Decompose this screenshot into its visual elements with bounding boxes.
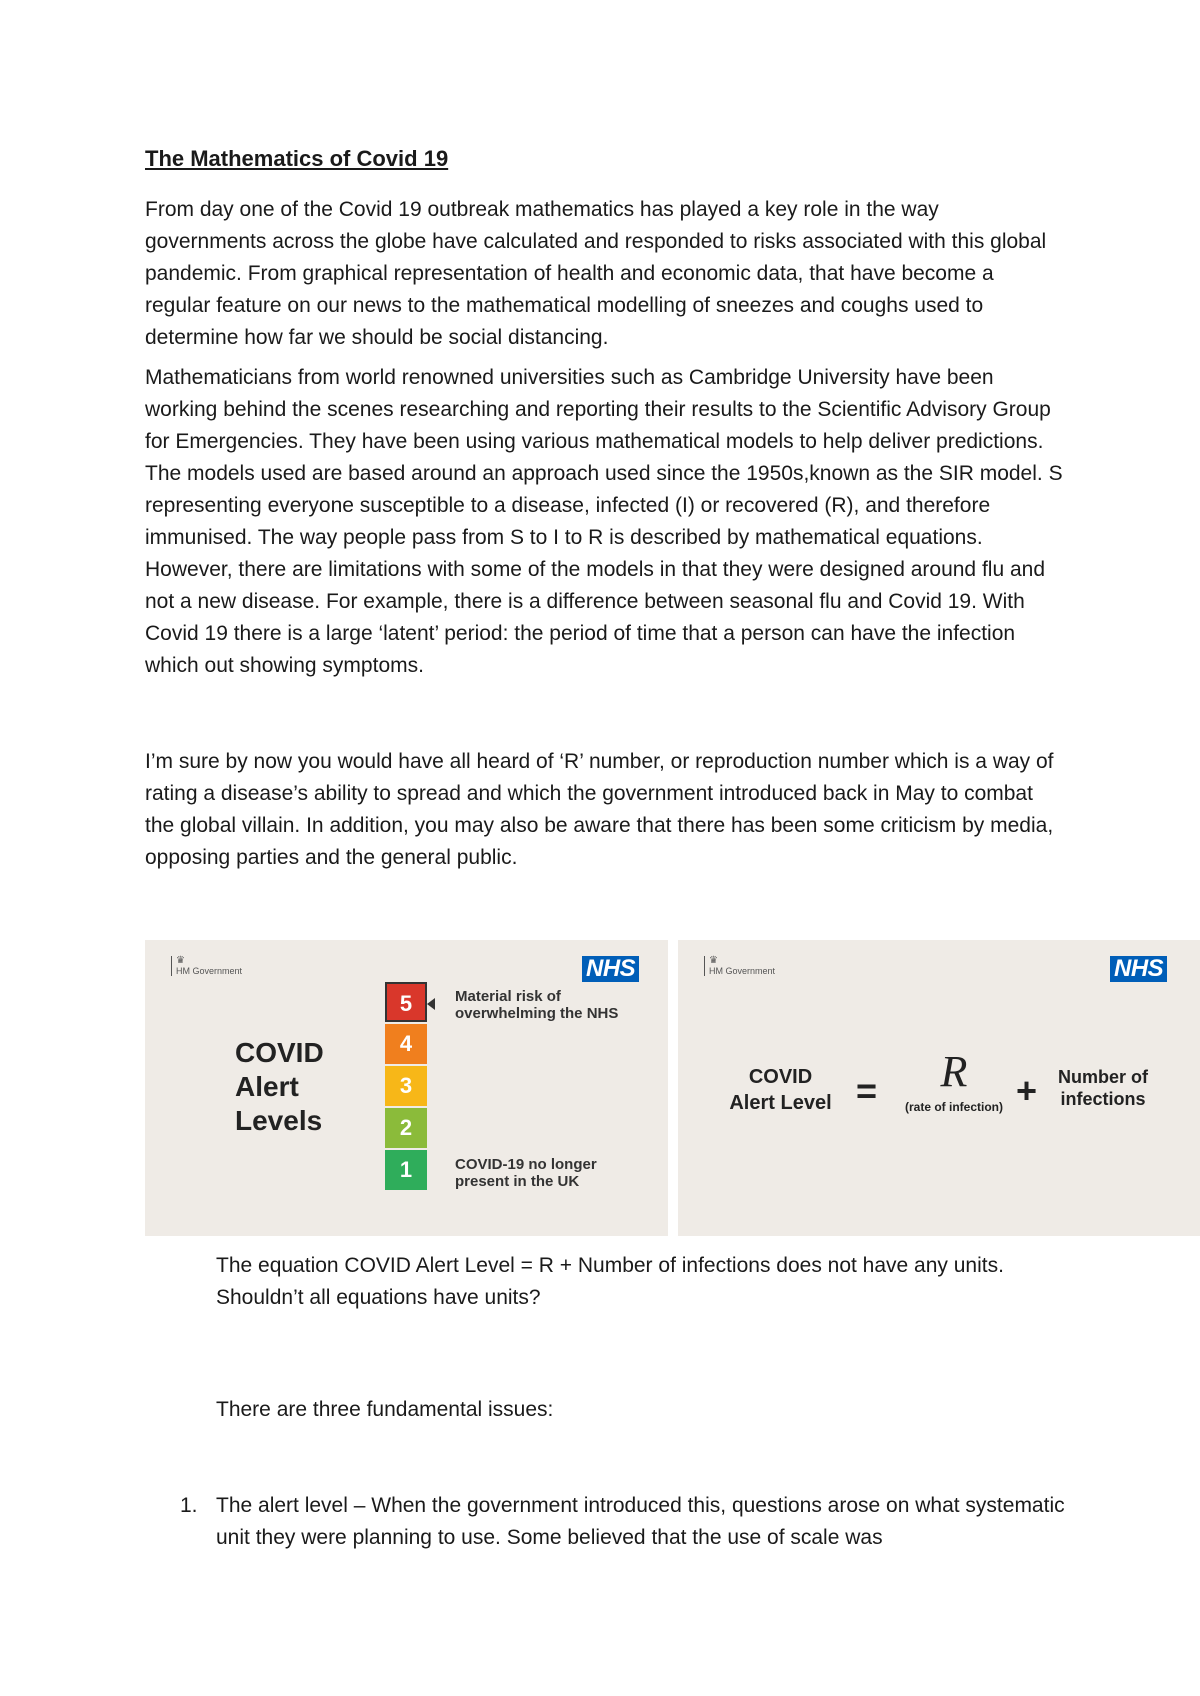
paragraph-r-number: I’m sure by now you would have all heard of ‘R’ number, or reproduction number which is a way of rating a disease’s ability to spread and which the government introduced back in May to combat the global villain. In addition, you may also be aware that there has been some criticism by media, opposing parties and the general public.	[145, 750, 1054, 869]
alert-level-2: 2	[385, 1108, 427, 1148]
plus-sign: +	[1016, 1070, 1038, 1111]
paragraph-intro: From day one of the Covid 19 outbreak mathematics has played a key role in the way governments across the globe have calculated and responded to risks associated with this global pandemic. From graphical representation of health and economic data, that have become a regular feature on our news to the mathematical modelling of sneezes and coughs used to determine how far we should be social distancing.	[145, 198, 1047, 349]
pointer-arrow-icon	[427, 998, 435, 1010]
crest-icon: ♛	[709, 955, 718, 966]
crest-icon: ♛	[176, 955, 185, 966]
alert-title-line: Alert	[235, 1071, 299, 1102]
paragraph-sir-model: Mathematicians from world renowned universities such as Cambridge University have been working behind the scenes researching and reporting their results to the Scientific Advisory Group for Emergencies. They have been using various mathematical models to help deliver predictions. The models used are based around an approach used since the 1950s,known as the SIR model. S representing everyone susceptible to a disease, infected (I) or recovered (R), and therefore immunised. The way people pass from S to I to R is described by mathematical equations. However, there are limitations with some of the models in that they were designed around flu and not a new disease. For example, there is a difference between seasonal flu and Covid 19. With Covid 19 there is a large ‘latent’ period: the period of time that a person can have the infection which out showing symptoms.	[145, 366, 1063, 677]
nhs-logo: NHS	[582, 956, 639, 982]
r-caption: (rate of infection)	[905, 1100, 1003, 1114]
hm-government-label: HM Government	[709, 966, 776, 976]
level-5-note: Material risk of overwhelming the NHS	[455, 988, 619, 1022]
equation-left-line: Alert Level	[729, 1092, 832, 1114]
paragraph-issues-intro: There are three fundamental issues:	[216, 1398, 554, 1421]
list-item-text: The alert level – When the government introduced this, questions arose on what systematic unit they were planning to use. Some believed that the use of scale was	[216, 1494, 1065, 1549]
alert-level-3: 3	[385, 1066, 427, 1106]
equals-sign: =	[856, 1070, 878, 1111]
nhs-logo: NHS	[1110, 956, 1167, 982]
paragraph-units-question: The equation COVID Alert Level = R + Number of infections does not have any units. Shouldn’t all equations have units?	[216, 1254, 1004, 1309]
level-1-note: COVID-19 no longer present in the UK	[455, 1156, 597, 1190]
alert-title-line: Levels	[235, 1105, 323, 1136]
hm-government-logo	[171, 956, 242, 976]
alert-level-equation-figure	[678, 940, 1200, 1236]
alert-level-4: 4	[385, 1024, 427, 1064]
alert-levels-title	[235, 1036, 324, 1138]
number-of-infections-label: Number of infections	[1058, 1067, 1148, 1109]
alert-title-line: COVID	[235, 1037, 324, 1068]
alert-level-1: 1	[385, 1150, 427, 1190]
hm-government-label: HM Government	[176, 966, 243, 976]
hm-government-logo	[704, 956, 775, 976]
list-item-number: 1.	[180, 1494, 198, 1517]
covid-alert-levels-figure	[145, 940, 668, 1236]
alert-level-scale	[385, 982, 427, 1192]
r-symbol: R	[940, 1047, 968, 1096]
equation-left-line: COVID	[748, 1066, 813, 1088]
document-title: The Mathematics of Covid 19	[145, 146, 449, 171]
alert-level-5: 5	[385, 982, 427, 1022]
equation-left-side	[718, 1064, 843, 1116]
